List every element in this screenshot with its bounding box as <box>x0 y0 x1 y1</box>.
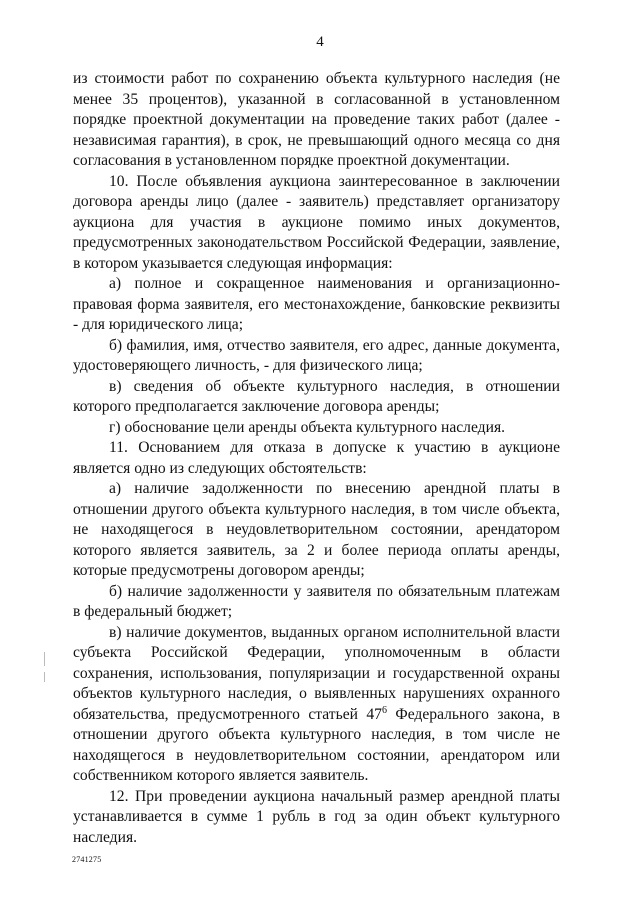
paragraph-item-10b: б) фамилия, имя, отчество заявителя, его адрес, данные документа, удостоверяющего личность, - для физического лица; <box>73 336 560 374</box>
paragraph-item-11b: б) наличие задолженности у заявителя по обязательным платежам в федеральный бюджет; <box>73 582 560 620</box>
margin-mark <box>44 672 45 682</box>
paragraph-11v-text-start: в) наличие документов, выданных органом исполнительной власти субъекта Российской Федерации, уполномоченным в области сохранения, использования, популяризации и государственной охраны объектов культурного наследия, о выявленных нарушениях охранного обязательства, предусмотренного статьей 47 <box>73 623 560 723</box>
paragraph-item-10: 10. После объявления аукциона заинтересованное в заключении договора аренды лицо (далее - заявитель) представляет организатору аукциона для участия в аукционе помимо иных документов, предусмотренных законодательством Российской Федерации, заявление, в котором указывается следующая информация: <box>73 172 560 272</box>
paragraph-continuation: из стоимости работ по сохранению объекта культурного наследия (не менее 35 процентов), указанной в согласованной в установленном порядке проектной документации на проведение таких работ (далее - независимая гарантия), в срок, не превышающий одного месяца со дня согласования в установленном порядке проектной документации. <box>73 70 560 169</box>
paragraph-11v-text-end: Федерального закона, в отношении другого объекта культурного наследия, в том числе не находящегося в неудовлетворительном состоянии, арендатором или собственником которого является заявитель. <box>73 705 560 784</box>
page-number: 4 <box>316 34 324 50</box>
paragraph-item-11a: а) наличие задолженности по внесению арендной платы в отношении другого объекта культурного наследия, в том числе объекта, не находящегося в неудовлетворительном состоянии, арендатором которого является заявитель, за 2 и более периода оплаты аренды, которые предусмотрены договором аренды; <box>73 480 560 579</box>
paragraph-item-12: 12. При проведении аукциона начальный размер арендной платы устанавливается в сумме 1 рубль в год за один объект культурного наследия. <box>73 787 560 846</box>
paragraph-item-11: 11. Основанием для отказа в допуске к участию в аукционе является одно из следующих обстоятельств: <box>73 439 560 477</box>
paragraph-item-11v <box>73 623 560 787</box>
margin-mark <box>44 652 45 666</box>
article-superscript: 6 <box>381 704 387 716</box>
document-body <box>73 69 560 848</box>
paragraph-item-10g: г) обоснование цели аренды объекта культурного наследия. <box>109 418 506 436</box>
paragraph-item-10v: в) сведения об объекте культурного наследия, в отношении которого предполагается заключение договора аренды; <box>73 377 560 415</box>
document-code: 2741275 <box>72 855 102 864</box>
paragraph-item-10a: а) полное и сокращенное наименования и организационно-правовая форма заявителя, его местонахождение, банковские реквизиты - для юридического лица; <box>73 275 560 333</box>
